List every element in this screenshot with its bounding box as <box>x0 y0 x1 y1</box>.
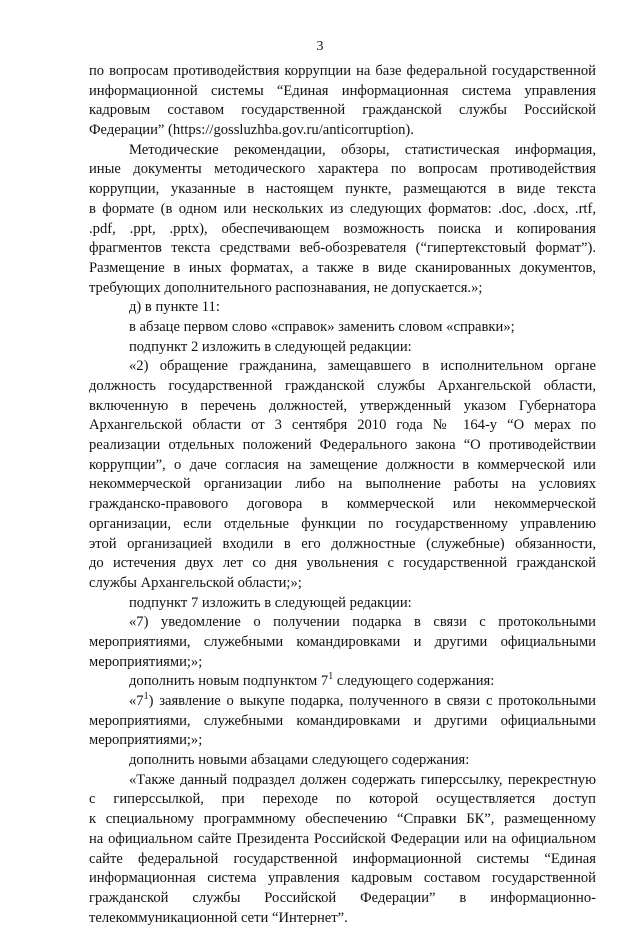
text-line <box>89 200 596 220</box>
text-line <box>89 692 596 712</box>
text-line-content: в абзаце первом слово «справок» заменить словом «справки»; <box>129 318 515 335</box>
text-line-content: мероприятиями, служебными командировками и другими официальными <box>89 633 596 650</box>
text-line <box>89 633 596 653</box>
text-line-content: фрагментов текста средствами веб-обозревателя (“гипертекстовый формат”). <box>89 240 596 257</box>
text-line <box>89 594 596 614</box>
text-line-content: телекоммуникационной сети “Интернет”. <box>89 909 348 926</box>
text-line-content: некоммерческой организации либо на выполнение работы на условиях <box>89 476 596 493</box>
text-line <box>89 101 596 121</box>
text-line <box>89 751 596 771</box>
text-line-continuation: следующего содержания: <box>333 673 495 690</box>
text-line-content: до истечения двух лет со дня увольнения с государственной гражданской <box>89 555 596 572</box>
text-line <box>89 909 596 928</box>
text-line <box>89 790 596 810</box>
text-line-content: сайте федеральной государственной информационной системы “Единая <box>89 850 596 867</box>
text-line <box>89 279 596 299</box>
text-line <box>89 397 596 417</box>
text-line-content: гражданской службы Российской Федерации” в информационно- <box>89 889 596 906</box>
text-line <box>89 889 596 909</box>
text-line-content: требующих дополнительного распознавания, не допускается.»; <box>89 279 483 296</box>
text-line-content: иные документы методического характера по вопросам противодействия <box>89 161 596 178</box>
text-line <box>89 869 596 889</box>
text-line-content: мероприятиями;»; <box>89 732 203 749</box>
text-line <box>89 436 596 456</box>
text-line-content: службы Архангельской области;»; <box>89 574 302 591</box>
text-line-content: дополнить новым подпунктом 7 <box>129 673 329 690</box>
text-line-content: подпункт 2 изложить в следующей редакции: <box>129 338 412 355</box>
text-line-content: кадровым составом государственной гражданской службы Российской <box>89 102 596 119</box>
text-line-content: Архангельской области от 3 сентября 2010 года № 164-у “О мерах по <box>89 417 596 434</box>
text-line-content: .pdf, .ppt, .pptx), обеспечивающем возможность поиска и копирования <box>89 220 596 237</box>
text-line-content: мероприятиями, служебными командировками и другими официальными <box>89 712 596 729</box>
text-line-continuation: ) заявление о выкупе подарка, полученного в связи с протокольными <box>148 693 596 709</box>
text-line-content: гражданско-правового договора в коммерческой или некоммерческой <box>89 496 596 513</box>
text-line-content: д) в пункте 11: <box>129 299 220 316</box>
text-line <box>89 515 596 535</box>
text-line <box>89 318 596 338</box>
text-line <box>89 180 596 200</box>
text-line <box>89 830 596 850</box>
text-line <box>89 475 596 495</box>
page-number: 3 <box>316 39 324 54</box>
text-line <box>89 810 596 830</box>
text-line <box>89 653 596 673</box>
text-line-content: организации, если отдельные функции по государственному управлению <box>89 515 596 532</box>
text-line <box>89 850 596 870</box>
text-line-content: коррупции”, о даче согласия на замещение должности в коммерческой или <box>89 456 596 473</box>
text-line <box>89 672 596 692</box>
text-line-content: подпункт 7 изложить в следующей редакции: <box>129 594 412 611</box>
text-line-content: информационная система управления кадровым составом государственной <box>89 870 596 887</box>
text-line <box>89 357 596 377</box>
text-line <box>89 712 596 732</box>
text-line <box>89 62 596 82</box>
text-line <box>89 338 596 358</box>
text-line-content: этой организацией входили в его должностные (служебные) обязанности, <box>89 535 596 552</box>
text-line <box>89 731 596 751</box>
text-line-content: включенную в перечень должностей, утвержденный указом Губернатора <box>89 397 596 414</box>
text-line-content: Федерации” (https://gossluzhba.gov.ru/anticorruption). <box>89 122 414 139</box>
text-line <box>89 574 596 594</box>
text-line <box>89 416 596 436</box>
text-line <box>89 613 596 633</box>
superscript: 1 <box>328 672 334 683</box>
text-line <box>89 121 596 141</box>
text-line-content: «7 <box>129 693 144 709</box>
text-line <box>89 82 596 102</box>
text-line-content: на официальном сайте Президента Российской Федерации или на официальном <box>89 830 596 847</box>
text-line <box>89 535 596 555</box>
text-line <box>89 554 596 574</box>
text-line-content: к специальному программному обеспечению “Справки БК”, размещенному <box>89 811 596 828</box>
text-line-content: мероприятиями;»; <box>89 653 203 670</box>
text-line-content: реализации отдельных положений Федерального закона “О противодействии <box>89 437 596 454</box>
text-line-content: Методические рекомендации, обзоры, статистическая информация, <box>129 141 596 158</box>
text-line <box>89 771 596 791</box>
text-line <box>89 298 596 318</box>
text-line <box>89 141 596 161</box>
text-line <box>89 495 596 515</box>
document-body <box>89 62 596 928</box>
text-line-content: дополнить новыми абзацами следующего содержания: <box>129 752 470 769</box>
text-line <box>89 377 596 397</box>
superscript: 1 <box>143 692 149 702</box>
text-line-content: Размещение в иных форматах, а также в виде сканированных документов, <box>89 259 596 276</box>
text-line-content: должность государственной гражданской службы Архангельской области, <box>89 378 596 394</box>
text-line-content: в формате (в одном или нескольких из следующих форматов: .doc, .docx, .rtf, <box>89 200 596 217</box>
text-line <box>89 456 596 476</box>
text-line-content: «7) уведомление о получении подарка в связи с протокольными <box>129 614 596 631</box>
text-line-content: по вопросам противодействия коррупции на базе федеральной государственной <box>89 63 596 79</box>
text-line <box>89 239 596 259</box>
text-line-content: информационной системы “Единая информационная система управления <box>89 82 596 99</box>
text-line-content: «Также данный подраздел должен содержать гиперссылку, перекрестную <box>129 771 596 788</box>
text-line <box>89 160 596 180</box>
text-line-content: коррупции, указанные в настоящем пункте, размещаются в виде текста <box>89 181 596 198</box>
text-line <box>89 259 596 279</box>
text-line-content: с гиперссылкой, при переходе по которой осуществляется доступ <box>89 791 596 808</box>
text-line <box>89 220 596 240</box>
text-line-content: «2) обращение гражданина, замещавшего в исполнительном органе <box>129 358 596 375</box>
